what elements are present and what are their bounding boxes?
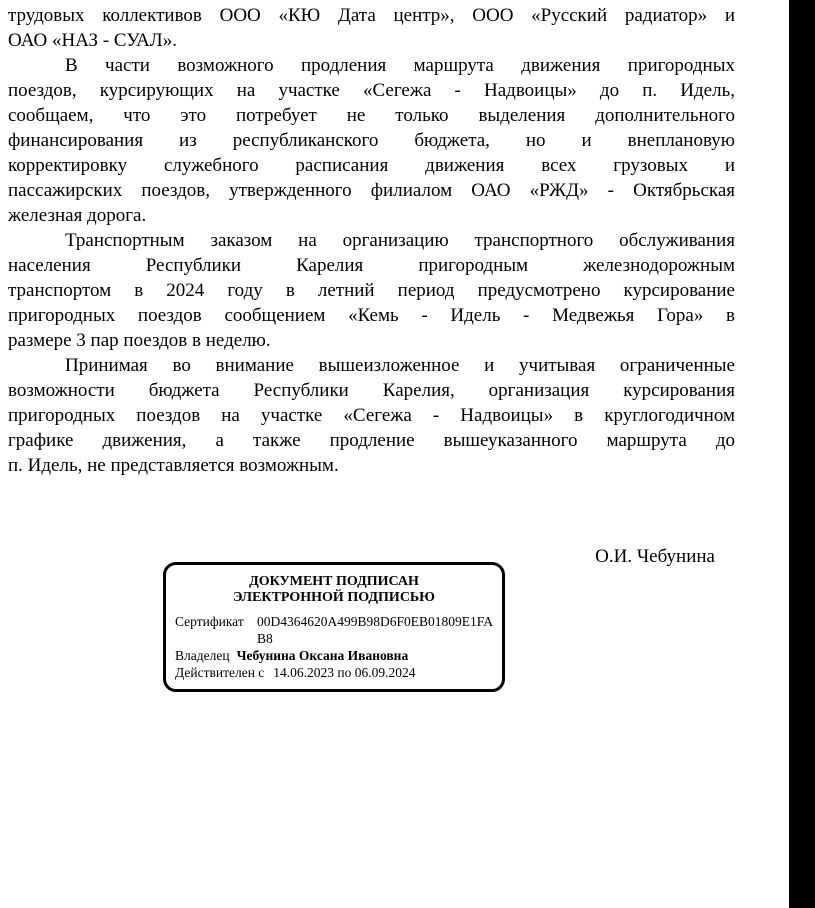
text-line: размере 3 пар поездов в неделю. <box>8 330 271 351</box>
owner-label: Владелец <box>175 648 230 663</box>
certificate-row <box>175 613 493 647</box>
text-line: сообщаем, что это потребует не только выделения дополнительного <box>8 105 735 126</box>
text-line: населения Республики Карелия пригородным железнодорожным <box>8 255 735 276</box>
text-line: поездов, курсирующих на участке «Сегежа - Надвоицы» до п. Идель, <box>8 80 735 101</box>
text-line: Принимая во внимание вышеизложенное и учитывая ограниченные <box>65 355 735 376</box>
certificate-value <box>257 613 493 647</box>
stamp-title-line1: ДОКУМЕНТ ПОДПИСАН <box>249 574 419 589</box>
validity-row <box>175 664 493 681</box>
certificate-label: Сертификат <box>175 614 244 629</box>
text-line: графике движения, а также продление вышеуказанного маршрута до <box>8 430 735 451</box>
text-line: пассажирских поездов, утвержденного филиалом ОАО «РЖД» - Октябрьская <box>8 180 735 201</box>
text-line: ОАО «НАЗ - СУАЛ». <box>8 30 177 51</box>
text-line: железная дорога. <box>8 205 147 226</box>
owner-value: Чебунина Оксана Ивановна <box>236 648 409 663</box>
text-line: трудовых коллективов ООО «КЮ Дата центр», ООО «Русский радиатор» и <box>8 5 735 26</box>
certificate-value-line1: 00D4364620A499B98D6F0EB01809E1FA <box>257 614 494 629</box>
paragraph <box>8 353 735 478</box>
owner-row <box>175 647 493 664</box>
text-line: пригородных поездов на участке «Сегежа - Надвоицы» в круглогодичном <box>8 405 735 426</box>
text-line: возможности бюджета Республики Карелия, организация курсирования <box>8 380 735 401</box>
paragraph <box>8 53 735 228</box>
paragraph <box>8 228 735 353</box>
stamp-title-line2: ЭЛЕКТРОННОЙ ПОДПИСЬЮ <box>233 590 435 605</box>
signature-name: О.И. Чебунина <box>595 546 715 567</box>
digital-signature-stamp <box>163 562 505 692</box>
stamp-title <box>175 574 493 606</box>
text-line: корректировку служебного расписания движения всех грузовых и <box>8 155 735 176</box>
text-line: В части возможного продления маршрута движения пригородных <box>65 55 735 76</box>
document-text <box>8 3 735 478</box>
scanner-black-strip <box>789 0 815 908</box>
paragraph <box>8 3 735 53</box>
validity-value: 14.06.2023 по 06.09.2024 <box>273 665 416 680</box>
text-line: транспортом в 2024 году в летний период предусмотрено курсирование <box>8 280 735 301</box>
text-line: пригородных поездов сообщением «Кемь - Идель - Медвежья Гора» в <box>8 305 735 326</box>
text-line: финансирования из республиканского бюджета, но и внеплановую <box>8 130 735 151</box>
text-line: Транспортным заказом на организацию транспортного обслуживания <box>65 230 735 251</box>
text-line: п. Идель, не представляется возможным. <box>8 455 339 476</box>
validity-label: Действителен с <box>175 665 265 680</box>
certificate-value-line2: B8 <box>257 631 273 646</box>
